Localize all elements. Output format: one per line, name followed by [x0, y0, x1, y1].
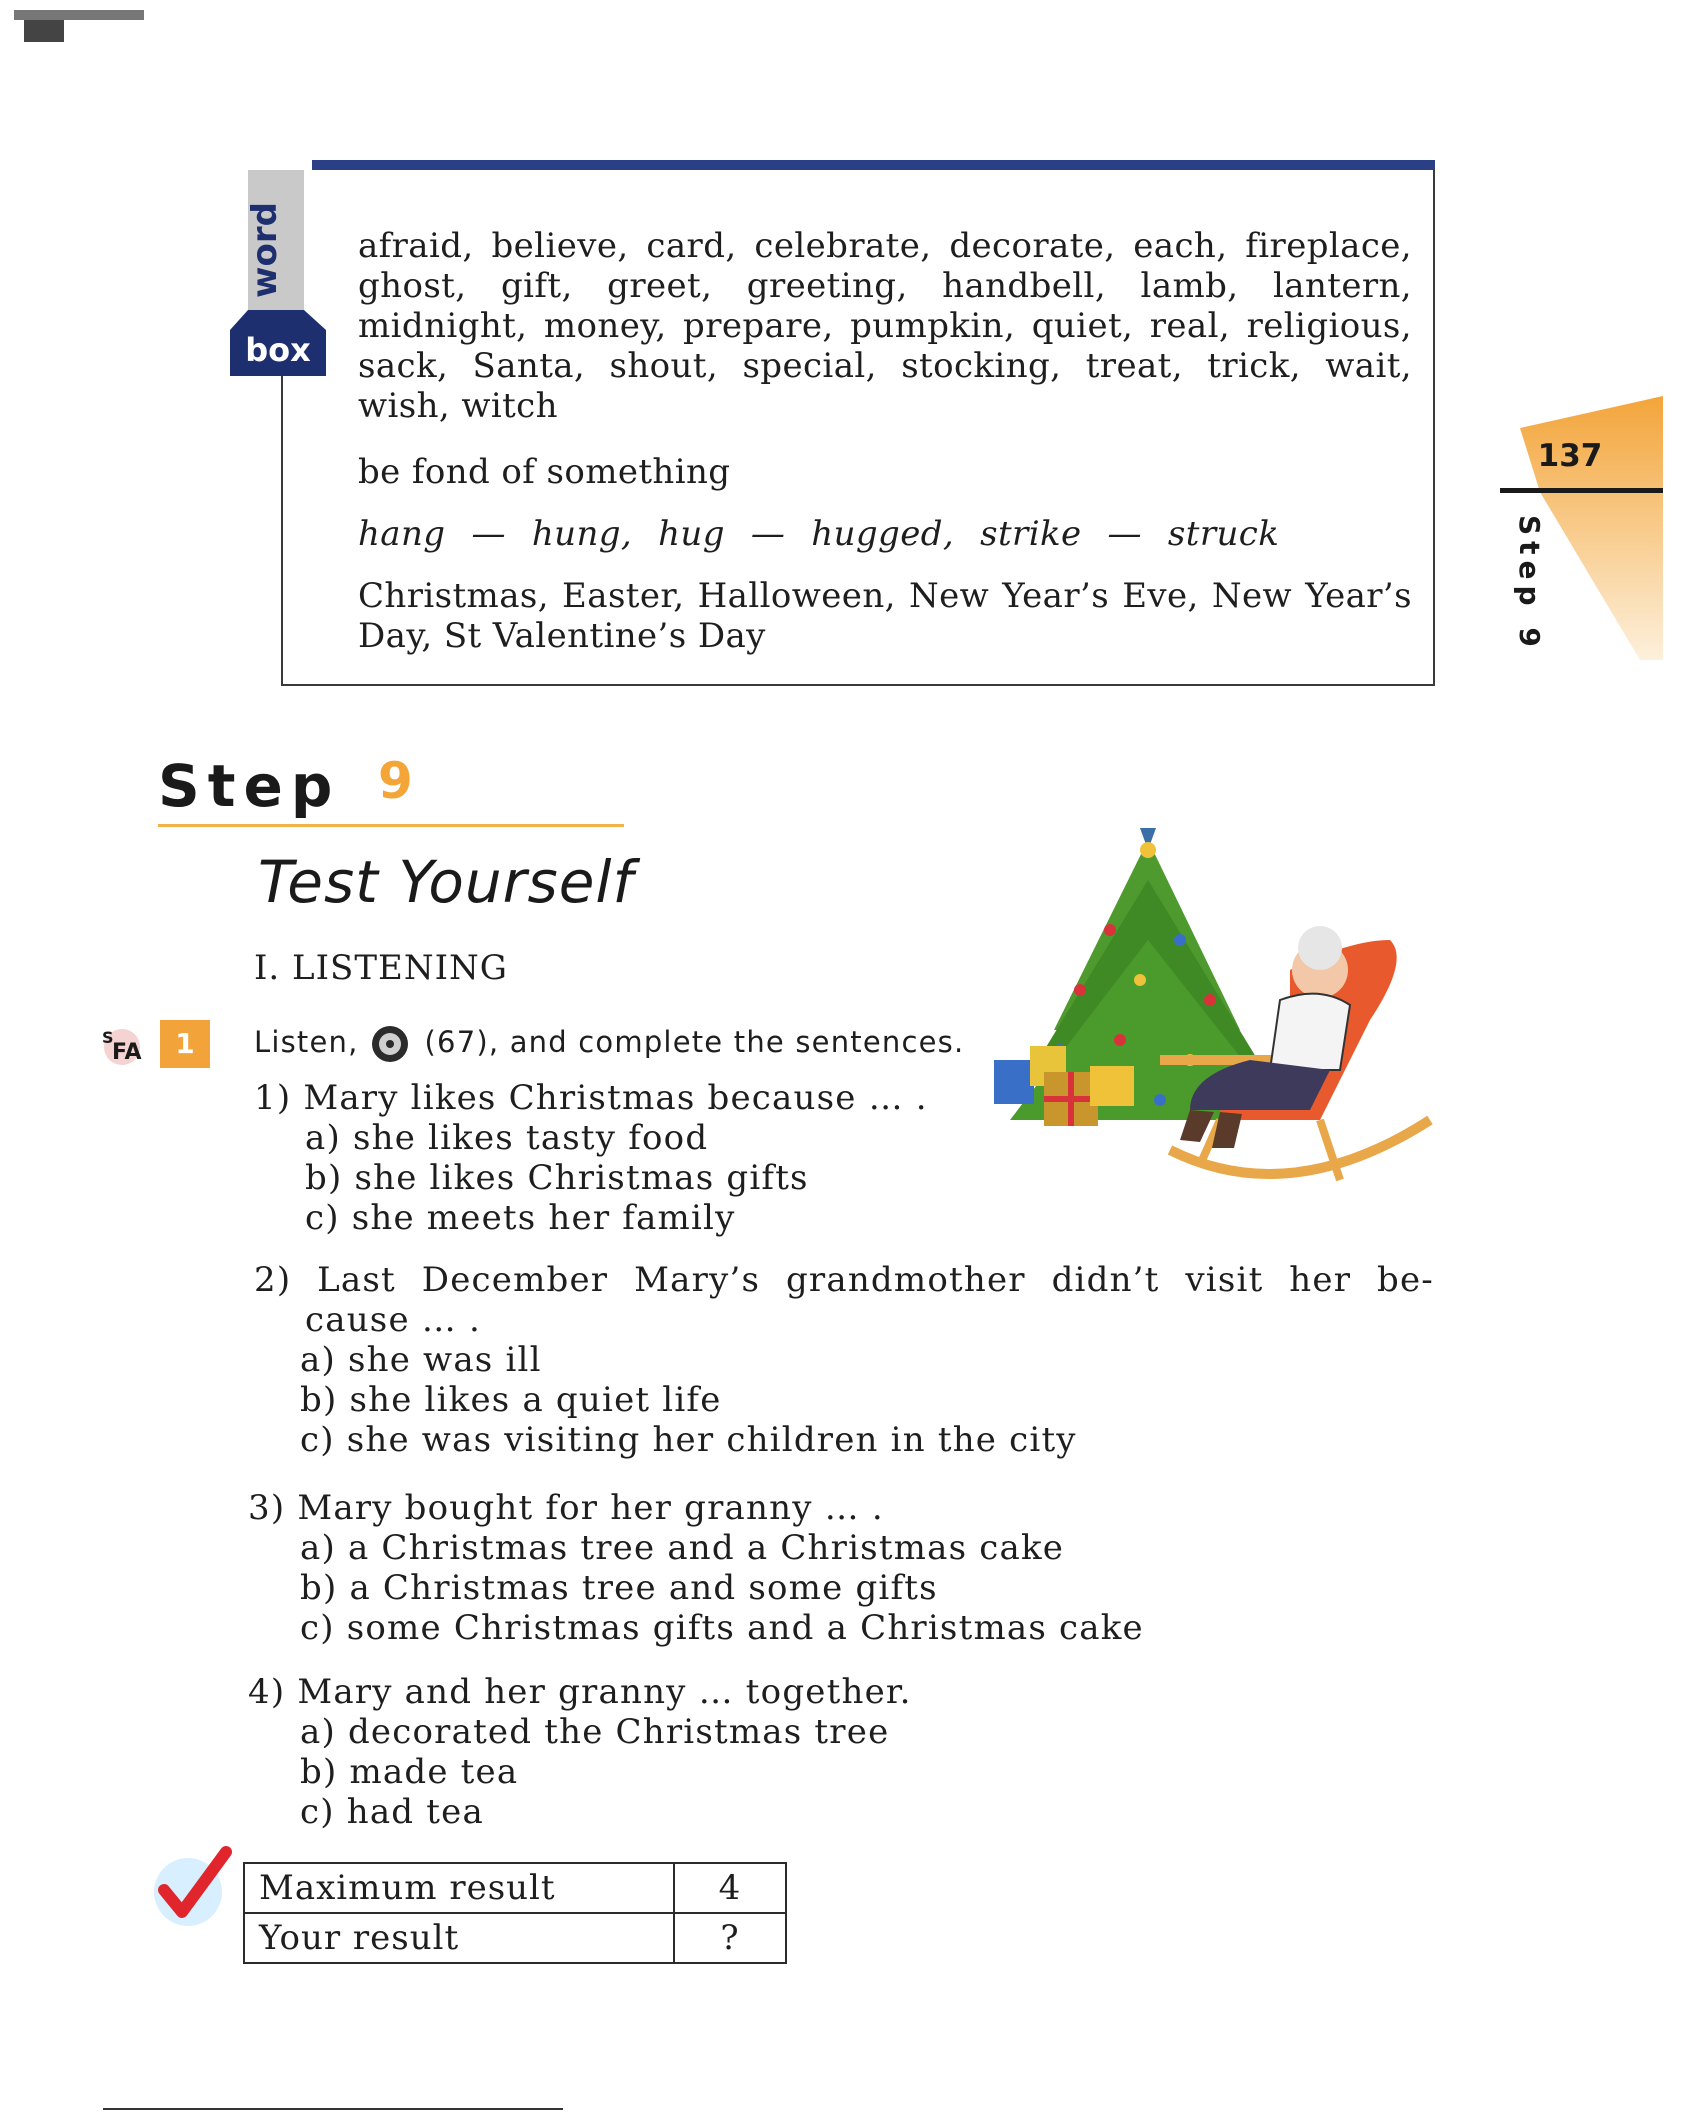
listening-heading: I. LISTENING	[254, 948, 508, 988]
option-4c: c) had tea	[300, 1792, 484, 1832]
your-result-label: Your result	[244, 1913, 674, 1963]
option-3b: b) a Christmas tree and some gifts	[300, 1568, 938, 1608]
verb-base: hang	[358, 514, 446, 554]
option-4a: a) decorated the Christmas tree	[300, 1712, 890, 1752]
word-box-tab-icon	[228, 168, 328, 378]
option-1c: c) she meets her family	[305, 1198, 736, 1238]
question-1	[254, 1078, 928, 1118]
option-3a: a) a Christmas tree and a Christmas cake	[300, 1528, 1065, 1568]
task-number: 1	[160, 1020, 210, 1068]
svg-text:S: S	[102, 1028, 114, 1047]
option-1b: b) she likes Christmas gifts	[305, 1158, 809, 1198]
verb-dash: —	[471, 514, 506, 554]
verb-past: hugged	[811, 514, 943, 554]
your-result-value[interactable]: ?	[674, 1913, 786, 1963]
option-4b: b) made tea	[300, 1752, 519, 1792]
step-underline	[158, 824, 624, 827]
page-number: 137	[1537, 438, 1603, 474]
question-4	[248, 1672, 912, 1712]
question-text: Mary bought for her granny … .	[297, 1488, 884, 1528]
bottom-rule	[103, 2108, 563, 2110]
question-number: 2)	[254, 1260, 292, 1300]
question-2	[254, 1260, 1434, 1300]
verb-dash: —	[750, 514, 786, 554]
instruction-end: (67), and complete the sentences.	[424, 1025, 965, 1059]
word-box-phrase: be fond of something	[358, 452, 731, 492]
step-number: 9	[378, 752, 413, 810]
word-box-tab-word: word	[245, 202, 285, 298]
step-heading: Step	[158, 752, 341, 820]
question-2-continuation: cause … .	[305, 1300, 482, 1340]
question-3	[248, 1488, 884, 1528]
question-text: Mary likes Christmas because … .	[303, 1078, 928, 1118]
instruction-start: Listen,	[254, 1025, 359, 1059]
option-2c: c) she was visiting her children in the city	[300, 1420, 1077, 1460]
cd-disc-icon	[367, 1024, 413, 1064]
option-2b: b) she likes a quiet life	[300, 1380, 722, 1420]
verb-past: hung	[531, 514, 621, 554]
section-title: Test Yourself	[258, 848, 634, 916]
question-number: 3)	[248, 1488, 286, 1528]
option-2a: a) she was ill	[300, 1340, 542, 1380]
checkmark-icon	[148, 1846, 232, 1930]
max-result-label: Maximum result	[244, 1863, 674, 1913]
word-box-irregular-verbs: hang — hung, hug — hugged, strike — struck	[358, 514, 1280, 554]
verb-base: strike	[980, 514, 1082, 554]
question-number: 4)	[248, 1672, 286, 1712]
sfa-badge-icon	[100, 1023, 150, 1067]
word-box-top-bar	[312, 160, 1435, 170]
table-row	[244, 1863, 786, 1913]
question-text: Mary and her granny … together.	[297, 1672, 912, 1712]
christmas-tree-granny-illustration	[990, 820, 1450, 1210]
verb-past: struck	[1167, 514, 1280, 554]
question-text: Last December Mary’s grandmother didn’t visit her be-	[317, 1260, 1434, 1300]
option-1a: a) she likes tasty food	[305, 1118, 709, 1158]
task-instruction	[254, 1024, 964, 1064]
verb-dash: —	[1107, 514, 1142, 554]
verb-base: hug	[658, 514, 725, 554]
result-table	[243, 1862, 787, 1964]
word-box-holidays: Christmas, Easter, Halloween, New Year’s Eve, New Year’s Day, St Valentine’s Day	[358, 576, 1412, 656]
word-box-tab-box: box	[245, 331, 311, 369]
max-result-value: 4	[674, 1863, 786, 1913]
question-number: 1)	[254, 1078, 292, 1118]
table-row	[244, 1913, 786, 1963]
scan-mark	[14, 6, 144, 42]
page-side-tab-label: Step 9	[1513, 515, 1546, 653]
svg-text:FA: FA	[112, 1040, 142, 1065]
option-3c: c) some Christmas gifts and a Christmas cake	[300, 1608, 1144, 1648]
word-box-word-list: afraid, believe, card, celebrate, decorate, each, fireplace, ghost, gift, greet, greeting, handbell, lamb, lantern, midnight, money, prepare, pumpkin, quiet, real, religious, sack, Santa, shout, special, stocking, treat, trick, wait, wish, witch	[358, 226, 1412, 426]
